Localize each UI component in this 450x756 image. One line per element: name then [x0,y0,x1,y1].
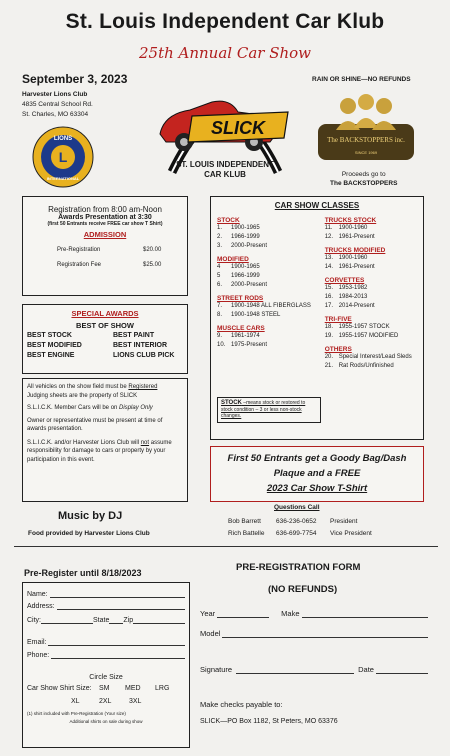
shirt-size-row-2 [27,698,185,705]
size-option[interactable]: SM [99,685,110,692]
size-option[interactable]: 3XL [129,698,142,705]
class-number: 3. [217,243,223,249]
classes-right-column [325,212,417,371]
rule-member-text: S.L.I.C.K. Member Cars will be on [27,405,120,411]
award-item: BEST STOCK [27,332,72,339]
class-item [217,233,325,242]
event-address [22,90,93,120]
class-group-heading: TRUCKS STOCK [324,217,377,224]
shirt-size-row [27,685,185,692]
class-number: 16. [324,294,334,300]
address-field[interactable] [27,598,185,610]
class-label: 1900-1965 [231,264,260,270]
awards-grid [27,331,183,361]
class-number: 5 [217,273,221,279]
class-item [217,311,325,320]
date-label: Date [358,665,374,674]
rule-liability-a: S.L.I.C.K. and/or Harvester Lions Club will [27,439,141,446]
classes-columns [217,212,417,371]
class-label: 1900-1948 ALL FIBERGLASS [231,303,311,309]
class-number: 14. [324,264,334,270]
class-item [325,263,417,272]
class-item [217,302,325,311]
admission-label: Registration Fee [57,262,102,268]
stock-definition-note [217,397,321,423]
class-label: 1900-1960 [338,225,368,231]
class-group-heading: OTHERS [324,346,352,353]
class-label: 1961-Present [338,264,375,270]
rule-owner: Owner or representative must be present at time of awards presentation. [27,417,163,432]
class-label: 1955-1957 STOCK [338,324,390,330]
class-item [325,284,417,293]
class-number: 18. [324,324,334,330]
address-label: Address: [27,603,55,610]
class-number: 7. [217,303,223,309]
class-item [325,224,417,233]
award-item: BEST ENGINE [27,352,75,359]
food-note: Food provided by Harvester Lions Club [28,530,150,537]
class-label: 1975-Present [231,342,268,348]
class-item [325,302,417,311]
rule-registered [27,383,183,392]
rule-liability-c: assume responsibility for damage to cars or property by your participation in this event. [27,439,172,463]
class-label: 1955-1957 MODIFIED [338,333,399,339]
phone-field[interactable] [27,646,185,659]
contact-role: Vice President [330,530,372,537]
preregister-form-box [22,582,190,748]
zip-label: Zip [123,617,134,624]
city-input-line[interactable] [41,616,93,624]
class-item [325,362,417,371]
form-norefunds: (NO REFUNDS) [268,584,338,595]
preregister-title: Pre-Register until 8/18/2023 [24,568,142,578]
best-of-show: BEST OF SHOW [76,321,134,330]
make-label: Make [281,609,300,618]
classes-title: CAR SHOW CLASSES [274,201,360,210]
year-label: Year [200,609,216,618]
contact-name: Bob Barrett [228,518,261,525]
make-input-line[interactable] [302,610,429,618]
class-item [325,254,417,263]
class-label: 1961-Present [338,234,375,240]
admission-heading: ADMISSION [83,230,127,239]
contact-role: President [330,518,358,525]
proceeds-line1: Proceeds go to [341,171,386,178]
slick-club-name [160,160,290,180]
class-number: 17. [324,303,334,309]
class-item [217,332,325,341]
class-label: 1961-1974 [231,333,260,339]
awards-time: Awards Presentation at 3:30 [58,214,152,221]
class-item [325,293,417,302]
registration-box [22,196,188,296]
class-number: 9. [217,333,223,339]
zip-input-line[interactable] [133,616,185,624]
proceeds-line2: The BACKSTOPPERS [330,180,398,187]
class-label: 1966-1999 [231,273,260,279]
signature-input-line[interactable] [236,666,354,674]
venue-name: Harvester Lions Club [22,91,88,98]
year-input-line[interactable] [217,610,269,618]
lions-logo-text: LIONS [53,136,73,142]
class-label: 1966-1999 [231,234,260,240]
city-label: City: [27,617,41,624]
contacts-list [228,516,372,540]
email-input-line[interactable] [48,638,185,646]
signature-date-field[interactable] [200,662,428,674]
rules-box [22,378,188,502]
lions-logo-ring-text: INTERNATIONAL [46,176,80,181]
year-make-field[interactable] [200,606,428,618]
model-field[interactable] [200,626,428,638]
admission-value: $25.00 [143,262,162,268]
admission-row [29,262,181,268]
class-item [325,332,417,341]
phone-label: Phone: [27,652,50,659]
name-input-line[interactable] [50,590,185,598]
city-state-zip-field[interactable] [27,610,185,624]
admission-label: Pre-Registration [57,247,101,253]
rule-liability-not: not [140,439,150,446]
page-title: St. Louis Independent Car Klub [65,10,385,33]
admission-row [29,247,181,253]
class-group-heading: MUSCLE CARS [217,325,265,332]
tshirt-note: (first 50 Entrants receive FREE car show T Shirt) [47,221,163,227]
class-group-heading: TRUCKS MODIFIED [324,247,386,254]
lions-logo [32,126,94,188]
class-number: 1. [217,225,223,231]
admission-value: $20.00 [143,247,162,253]
phone-input-line[interactable] [51,651,185,659]
backstoppers-logo-since: SINCE 1969 [354,150,378,155]
rule-registered-emphasis: Registered [128,384,158,390]
state-label: State [93,617,110,624]
class-number: 2. [217,234,223,240]
class-label: 1953-1982 [338,285,368,291]
award-item: BEST PAINT [113,332,155,339]
class-item [217,281,325,290]
shirt-included-note: (1) shirt included with Pre-Registration (Your size) [27,711,126,716]
music-note: Music by DJ [58,510,123,522]
rule-member-emphasis: Display Only [119,405,153,411]
page-subtitle: 25th Annual Car Show [138,44,312,62]
class-number: 21. [324,363,334,369]
classes-left-column [217,212,325,371]
class-label: 1900-1960 [338,255,368,261]
class-number: 10. [217,342,226,348]
special-awards-box [22,304,188,374]
class-number: 6. [217,282,223,288]
class-number: 15. [324,285,334,291]
class-group-heading: TRI-FIVE [324,316,352,323]
special-awards-title: SPECIAL AWARDS [71,309,139,318]
contact-name: Rich Battelle [228,530,265,537]
class-group-heading: MODIFIED [217,256,249,263]
rule-member-cars [27,404,183,413]
award-item: BEST INTERIOR [113,342,168,349]
promo-line3: 2023 Car Show T-Shirt [266,483,368,494]
class-item [325,353,417,362]
class-item [217,242,325,251]
cut-line [14,546,438,547]
mailing-address: SLICK—PO Box 1182, St Peters, MO 63376 [200,718,338,725]
contact-phone: 636-236-0652 [276,518,317,525]
promo-banner [210,446,424,502]
backstoppers-logo-text: The BACKSTOPPERS inc. [327,136,405,144]
extra-shirts-note: Additional shirts on sale during show [69,719,143,724]
award-item: BEST MODIFIED [27,342,82,349]
classes-box [210,196,424,440]
backstoppers-logo [318,90,414,164]
class-item [217,272,325,281]
promo-line1: First 50 Entrants get a Goody Bag/Dash [227,453,407,464]
name-label: Name: [27,591,48,598]
stock-note-term: STOCK [221,400,242,406]
stock-note-text: –means stock or restored to stock condition – 3 or less non-stock changes. [221,400,306,419]
contact-row [228,528,372,540]
class-number: 12. [324,234,334,240]
rule-judging: Judging sheets are the property of SLICK [27,392,138,399]
promo-line2: Plaque and a FREE [273,468,361,479]
form-title: PRE-REGISTRATION FORM [236,562,361,573]
name-field[interactable] [27,586,185,598]
class-number: 20. [324,354,334,360]
svg-text:L: L [58,149,68,165]
size-option[interactable]: MED [125,685,141,692]
model-input-line[interactable] [222,630,428,638]
slick-club-line2: CAR KLUB [204,170,246,179]
email-field[interactable] [27,624,185,646]
rule-registered-text: All vehicles on the show field must be [27,384,129,390]
class-item [217,263,325,272]
event-date: September 3, 2023 [22,72,128,86]
size-option[interactable]: 2XL [99,698,112,705]
size-option[interactable]: XL [71,698,80,705]
rule-liability [27,439,183,465]
slick-logo-text: SLICK [211,118,265,138]
class-label: 2000-Present [231,243,268,249]
model-label: Model [200,629,221,638]
rain-notice: RAIN OR SHINE—NO REFUNDS [312,76,411,83]
class-label: Rat Rods/Unfinished [338,363,394,369]
class-group-heading: STREET RODS [217,295,264,302]
class-item [325,233,417,242]
class-number: 13. [324,255,334,261]
class-number: 4 [217,264,221,270]
address-input-line[interactable] [57,602,185,610]
email-label: Email: [27,639,47,646]
class-group-heading: STOCK [217,217,240,224]
circle-size-label: Circle Size [89,674,123,681]
class-number: 19. [324,333,334,339]
class-item [217,224,325,233]
class-label: 1984-2013 [338,294,368,300]
state-input-line[interactable] [109,616,123,624]
date-input-line[interactable] [376,666,428,674]
registration-hours: Registration from 8:00 am-Noon [48,205,162,214]
class-item [217,341,325,350]
class-number: 11. [324,225,333,231]
venue-street: 4835 Central School Rd. [22,101,93,108]
signature-label: Signature [200,665,233,674]
class-group-heading: CORVETTES [324,277,365,284]
class-label: 2014-Present [338,303,375,309]
class-label: 2000-Present [231,282,268,288]
contacts-title: Questions Call [274,504,320,511]
award-item: LIONS CLUB PICK [113,352,175,359]
class-label: 1900-1948 STEEL [231,312,281,318]
checks-payable: Make checks payable to: [200,700,283,709]
class-item [325,323,417,332]
contact-row [228,516,372,528]
contact-phone: 636-699-7754 [276,530,317,537]
shirt-size-label: Car Show Shirt Size: [27,685,92,692]
size-option[interactable]: LRG [155,685,170,692]
venue-city: St. Charles, MO 63304 [22,111,89,118]
class-label: 1900-1965 [231,225,260,231]
class-label: Special Interest/Lead Sleds [338,354,412,360]
slick-club-line1: ST. LOUIS INDEPENDENT [176,160,274,169]
class-number: 8. [217,312,223,318]
proceeds-note [330,170,397,188]
